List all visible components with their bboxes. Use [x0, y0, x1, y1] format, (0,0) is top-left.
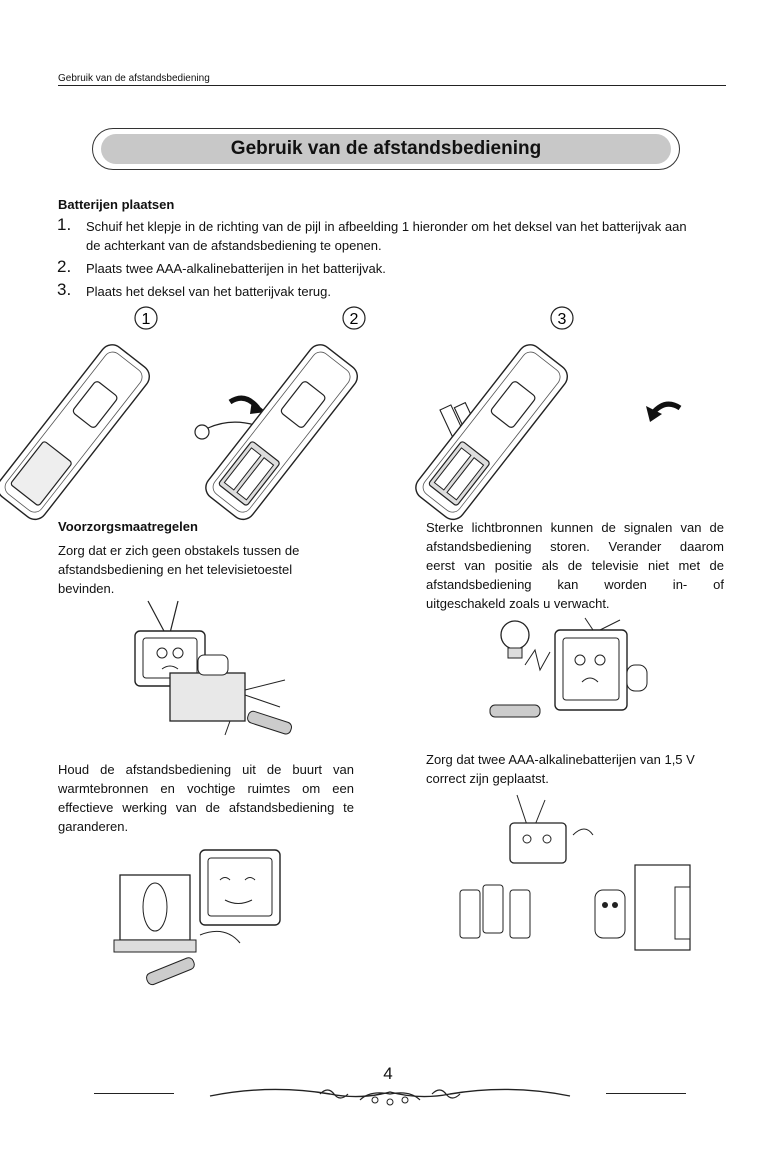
precaution-light-text	[426, 518, 724, 613]
precaution-heat-line-1: Houd de afstandsbediening uit de buurt van	[58, 762, 354, 777]
precaution-obstacles-line-2: afstandsbediening en het televisietoestel	[58, 562, 293, 577]
footer-ornament	[210, 1080, 570, 1110]
step-2-text: Plaats twee AAA-alkalinebatterijen in het batterijvak.	[86, 261, 386, 276]
battery-polarity-illustration	[455, 795, 715, 955]
battery-step-3-illustration	[500, 300, 710, 510]
precaution-light-line-3: eerst van positie als de televisie niet met de	[426, 558, 724, 573]
precaution-heat-line-3: effectieve werking van de afstandsbediening te	[58, 800, 354, 815]
precaution-obstacles-line-1: Zorg dat er zich geen obstakels tussen de	[58, 543, 300, 558]
precaution-batteries-line-1: Zorg dat twee AAA-alkalinebatterijen van 1,5 V	[426, 752, 695, 767]
figure-3-label: 3	[557, 311, 567, 328]
step-3-number: 3.	[57, 280, 72, 299]
running-header: Gebruik van de afstandsbediening	[58, 73, 210, 84]
footer-rule-right	[606, 1093, 686, 1094]
header-rule	[58, 85, 726, 86]
step-1-line-1: Schuif het klepje in de richting van de pijl in afbeelding 1 hieronder om het deksel van het batterijvak aan	[86, 219, 687, 234]
precaution-obstacles-line-3: bevinden.	[58, 581, 115, 596]
precaution-heat-line-2: warmtebronnen en vochtige ruimtes om een	[58, 781, 354, 796]
title-banner	[92, 128, 680, 170]
precaution-light-line-4: afstandsbediening kan worden in- of	[426, 577, 724, 592]
step-2-number: 2.	[57, 257, 72, 276]
batteries-heading: Batterijen plaatsen	[58, 197, 175, 212]
precaution-batteries-text	[426, 750, 724, 788]
precaution-heat-line-4: garanderen.	[58, 819, 129, 834]
obstacle-illustration	[110, 595, 310, 735]
precautions-heading: Voorzorgsmaatregelen	[58, 519, 198, 534]
page-title: Gebruik van de afstandsbediening	[101, 134, 671, 164]
heat-source-illustration	[110, 835, 310, 985]
step-1-number: 1.	[57, 215, 72, 234]
precaution-heat-text	[58, 760, 354, 836]
precaution-batteries-line-2: correct zijn geplaatst.	[426, 771, 549, 786]
step-1-line-2: de achterkant van de afstandsbediening te openen.	[86, 238, 382, 253]
footer-rule-left	[94, 1093, 174, 1094]
page-number: 4	[383, 1064, 393, 1083]
precaution-light-line-2: afstandsbediening storen. Verander daarom	[426, 539, 724, 554]
precaution-obstacles-text	[58, 541, 328, 598]
precaution-light-line-1: Sterke lichtbronnen kunnen de signalen van de	[426, 520, 724, 535]
figure-2-label: 2	[349, 311, 359, 328]
strong-light-illustration	[485, 610, 665, 730]
figure-1-label: 1	[141, 311, 151, 328]
step-3-text: Plaats het deksel van het batterijvak terug.	[86, 284, 331, 299]
precaution-light-line-5: uitgeschakeld zoals u verwacht.	[426, 596, 610, 611]
